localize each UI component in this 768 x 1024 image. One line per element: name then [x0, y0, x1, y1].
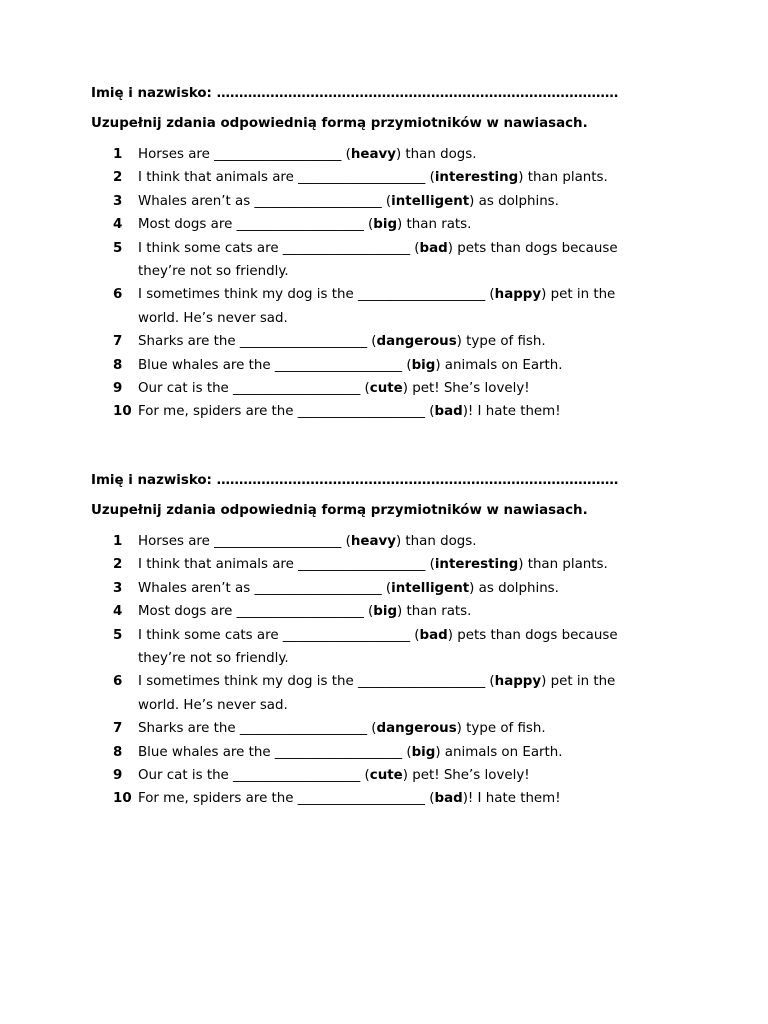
exercise-item: [91, 237, 658, 284]
item-text-after: )! I hate them!: [462, 404, 561, 420]
item-number: 2: [113, 170, 123, 186]
item-text-after: ) animals on Earth.: [435, 744, 563, 760]
item-hint: big: [411, 744, 436, 760]
exercise-list: [91, 530, 691, 811]
item-hint: big: [373, 217, 398, 233]
item-text-after: ) pet in the world. He’s never sad.: [138, 287, 616, 326]
item-number: 3: [113, 193, 123, 209]
item-number: 10: [113, 404, 132, 420]
item-number: 1: [113, 147, 123, 162]
exercise-item: [91, 377, 658, 400]
exercise-item: [91, 330, 658, 353]
item-text-before: Sharks are the ___________________ (: [138, 721, 377, 737]
exercise-item: [91, 190, 658, 213]
item-number: 9: [113, 381, 123, 397]
item-text-after: ) than rats.: [397, 217, 472, 233]
exercise-item: [91, 213, 658, 236]
item-text-after: )! I hate them!: [462, 791, 561, 807]
exercise-item: [91, 600, 658, 623]
item-text-after: ) pet! She’s lovely!: [402, 768, 530, 784]
exercise-item: [91, 283, 658, 330]
item-hint: intelligent: [391, 193, 470, 209]
item-text-before: Our cat is the ___________________ (: [138, 768, 370, 784]
exercise-item: [91, 741, 658, 764]
item-hint: interesting: [434, 557, 519, 573]
item-hint: intelligent: [391, 580, 470, 596]
exercise-item: [91, 624, 658, 671]
item-text-after: ) pet! She’s lovely!: [402, 381, 530, 397]
worksheet-2: [91, 471, 691, 811]
item-hint: happy: [494, 287, 542, 303]
item-hint: dangerous: [376, 721, 457, 737]
exercise-list: [91, 143, 691, 424]
item-text-before: Horses are ___________________ (: [138, 147, 351, 162]
item-text-after: ) type of fish.: [456, 334, 546, 350]
exercise-item: [91, 764, 658, 787]
item-text-before: For me, spiders are the ___________________ (: [138, 791, 435, 807]
item-text-after: ) than dogs.: [395, 534, 477, 549]
exercise-item: [91, 143, 658, 166]
exercise-item: [91, 577, 658, 600]
exercise-item: [91, 787, 658, 810]
item-text-before: I sometimes think my dog is the ___________________ (: [138, 287, 495, 303]
item-hint: bad: [419, 240, 448, 256]
item-text-after: ) than rats.: [397, 604, 472, 620]
item-text-after: ) than dogs.: [395, 147, 477, 162]
item-text-after: ) animals on Earth.: [435, 357, 563, 373]
name-field-label: Imię i nazwisko: ………………………………………………………………………………: [91, 86, 619, 101]
item-hint: dangerous: [376, 334, 457, 350]
exercise-item: [91, 553, 658, 576]
exercise-item: [91, 400, 658, 423]
item-text-before: Blue whales are the ___________________ (: [138, 744, 412, 760]
item-text-before: Whales aren’t as ___________________ (: [138, 580, 392, 596]
item-number: 9: [113, 768, 123, 784]
item-hint: big: [411, 357, 436, 373]
item-hint: bad: [434, 791, 463, 807]
item-number: 10: [113, 791, 132, 807]
item-hint: happy: [494, 674, 542, 690]
item-text-before: Horses are ___________________ (: [138, 534, 351, 549]
item-text-after: ) pets than dogs because they’re not so friendly.: [138, 240, 618, 280]
item-number: 2: [113, 557, 123, 573]
item-number: 8: [113, 357, 123, 373]
item-text-after: ) than plants.: [518, 170, 608, 186]
item-text-after: ) pet in the world. He’s never sad.: [138, 674, 616, 713]
exercise-item: [91, 717, 658, 740]
item-text-before: Blue whales are the ___________________ (: [138, 357, 412, 373]
item-hint: bad: [419, 627, 448, 643]
item-text-before: I think some cats are ___________________ (: [138, 240, 420, 256]
item-number: 4: [113, 604, 123, 620]
exercise-item: [91, 530, 658, 553]
item-hint: heavy: [350, 534, 396, 549]
item-text-before: For me, spiders are the ___________________ (: [138, 404, 435, 420]
item-hint: interesting: [434, 170, 519, 186]
item-hint: big: [373, 604, 398, 620]
item-number: 3: [113, 580, 123, 596]
item-hint: cute: [369, 381, 403, 397]
item-text-before: Sharks are the ___________________ (: [138, 334, 377, 350]
item-text-after: ) as dolphins.: [469, 580, 559, 596]
item-number: 6: [113, 287, 123, 303]
item-hint: cute: [369, 768, 403, 784]
item-text-before: I think some cats are ___________________ (: [138, 627, 420, 643]
exercise-item: [91, 354, 658, 377]
exercise-item: [91, 670, 658, 717]
item-number: 5: [113, 627, 123, 643]
item-text-before: I sometimes think my dog is the ___________________ (: [138, 674, 495, 690]
item-hint: bad: [434, 404, 463, 420]
item-text-before: I think that animals are ___________________ (: [138, 170, 435, 186]
instruction: Uzupełnij zdania odpowiednią formą przymiotników w nawiasach.: [91, 116, 588, 131]
item-number: 7: [113, 721, 123, 737]
item-number: 4: [113, 217, 123, 233]
item-text-before: Whales aren’t as ___________________ (: [138, 193, 392, 209]
instruction: Uzupełnij zdania odpowiednią formą przymiotników w nawiasach.: [91, 503, 588, 518]
item-number: 8: [113, 744, 123, 760]
item-number: 7: [113, 334, 123, 350]
item-number: 1: [113, 534, 123, 549]
item-text-before: Most dogs are ___________________ (: [138, 217, 374, 233]
item-text-before: I think that animals are ___________________ (: [138, 557, 435, 573]
item-number: 5: [113, 240, 123, 256]
item-number: 6: [113, 674, 123, 690]
item-text-after: ) pets than dogs because they’re not so friendly.: [138, 627, 618, 667]
worksheet-1: [91, 84, 691, 424]
exercise-item: [91, 166, 658, 189]
item-text-after: ) as dolphins.: [469, 193, 559, 209]
item-hint: heavy: [350, 147, 396, 162]
item-text-before: Most dogs are ___________________ (: [138, 604, 374, 620]
item-text-after: ) type of fish.: [456, 721, 546, 737]
item-text-after: ) than plants.: [518, 557, 608, 573]
item-text-before: Our cat is the ___________________ (: [138, 381, 370, 397]
name-field-label: Imię i nazwisko: ………………………………………………………………………………: [91, 473, 619, 488]
